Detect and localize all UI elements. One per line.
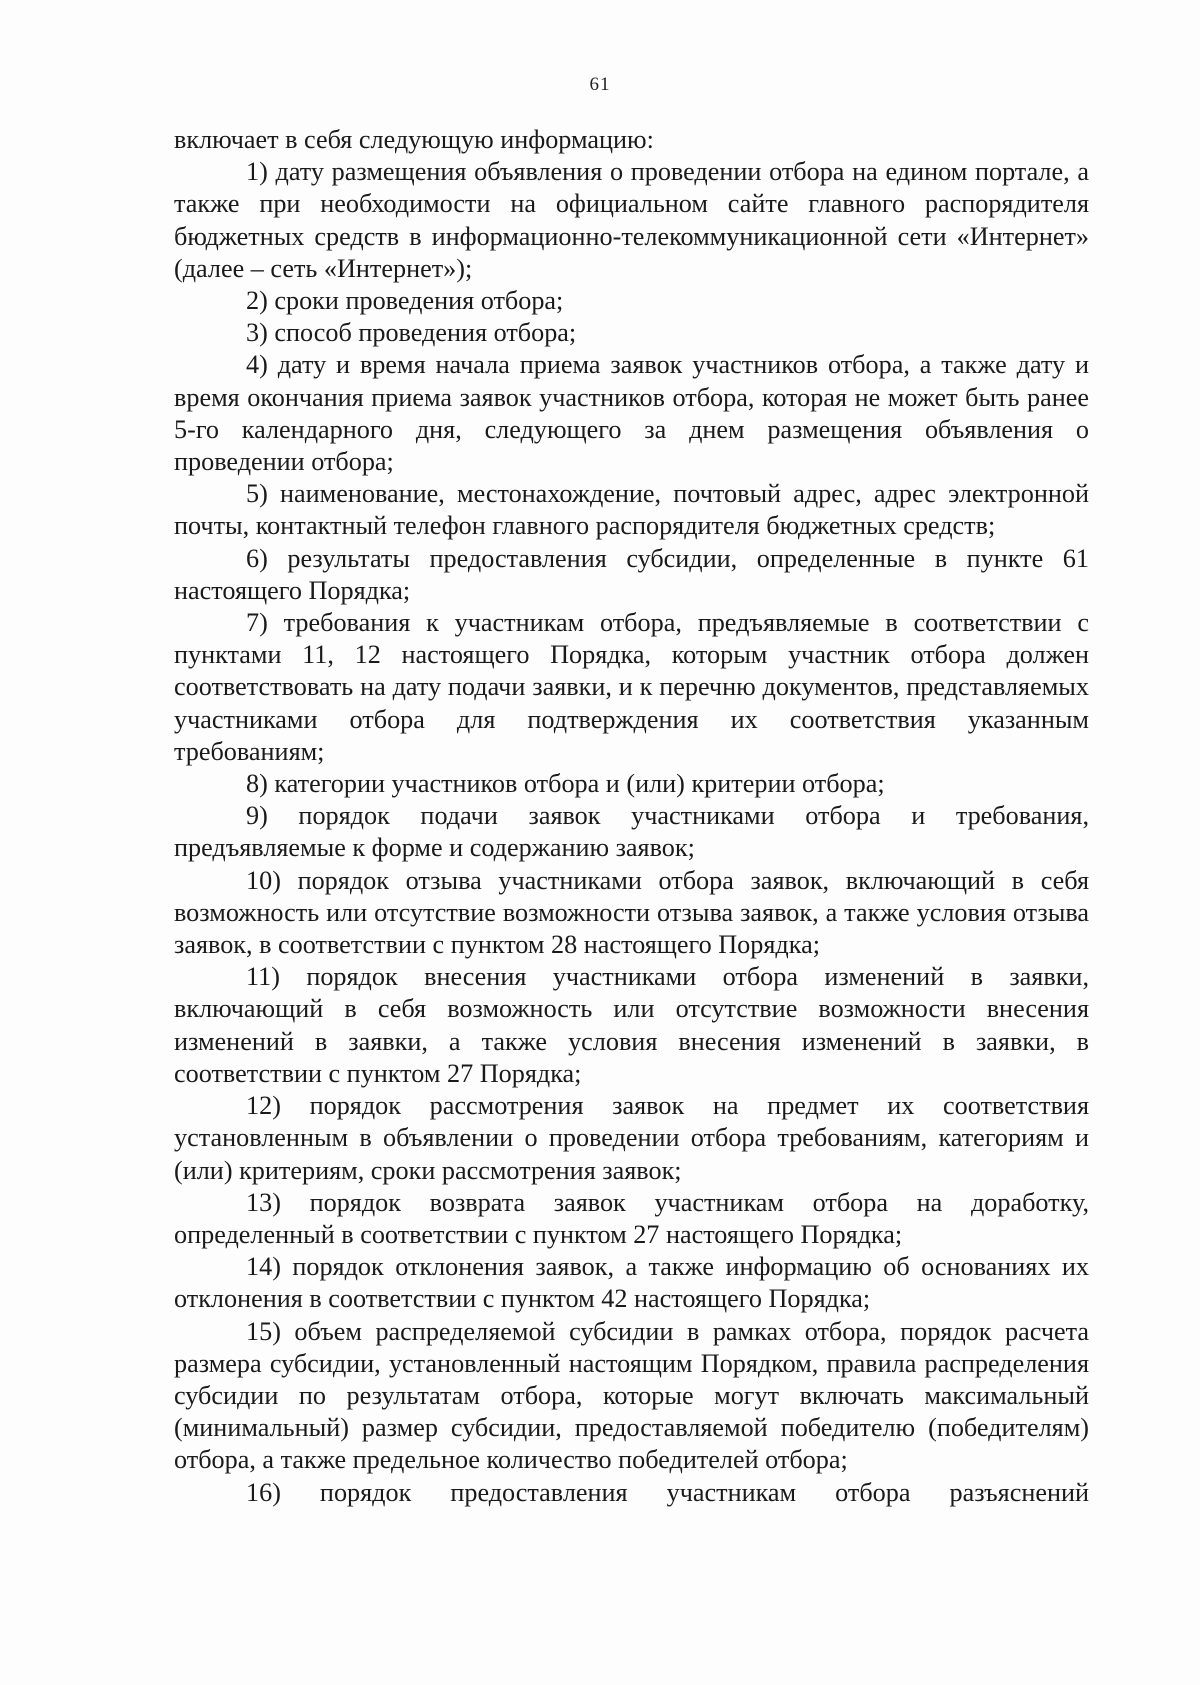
paragraph-item-11: 11) порядок внесения участниками отбора изменений в заявки, включающий в себя возможность или отсутствие возможности внесения изменений в заявки, а также условия внесения изменений в заявки, в соответствии с пунктом 27 Порядка; [174,962,1089,1088]
paragraph-item-2: 2) сроки проведения отбора; [246,286,564,316]
paragraph-item-7: 7) требования к участникам отбора, предъявляемые в соответствии с пунктами 11, 12 настоящего Порядка, которым участник отбора должен соответствовать на дату подачи заявки, и к перечню документов, представляемых участниками отбора для подтверждения их соответствия указанным требованиям; [174,608,1089,766]
page-number: 61 [589,74,611,95]
paragraph-item-12: 12) порядок рассмотрения заявок на предмет их соответствия установленным в объявлении о проведении отбора требованиям, категориям и (или) критериям, сроки рассмотрения заявок; [174,1091,1089,1185]
paragraph-item-8: 8) категории участников отбора и (или) критерии отбора; [246,769,885,799]
paragraph-item-10: 10) порядок отзыва участниками отбора заявок, включающий в себя возможность или отсутствие возможности отзыва заявок, а также условия отзыва заявок, в соответствии с пунктом 28 настоящего Порядка; [174,865,1089,960]
paragraph-intro: включает в себя следующую информацию: [174,125,654,154]
paragraph-item-3: 3) способ проведения отбора; [246,318,577,348]
paragraph-item-15: 15) объем распределяемой субсидии в рамках отбора, порядок расчета размера субсидии, установленный настоящим Порядком, правила распределения субсидии по результатам отбора, которые могут включать максимальный (минимальный) размер субсидии, предоставляемой победителю (победителям) отбора, а также предельное количество победителей отбора; [174,1316,1089,1475]
document-body [174,124,1089,1509]
paragraph-item-14: 14) порядок отклонения заявок, а также информацию об основаниях их отклонения в соответствии с пунктом 42 настоящего Порядка; [174,1252,1089,1314]
paragraph-item-4: 4) дату и время начала приема заявок участников отбора, а также дату и время окончания приема заявок участников отбора, которая не может быть ранее 5-го календарного дня, следующего за днем размещения объявления о проведении отбора; [174,350,1089,477]
paragraph-item-6: 6) результаты предоставления субсидии, определенные в пункте 61 настоящего Порядка; [174,543,1089,605]
paragraph-item-13: 13) порядок возврата заявок участникам отбора на доработку, определенный в соответствии с пунктом 27 настоящего Порядка; [174,1187,1089,1249]
paragraph-item-16: 16) порядок предоставления участникам отбора разъяснений [246,1477,1089,1507]
paragraph-item-9: 9) порядок подачи заявок участниками отбора и требования, предъявляемые к форме и содержанию заявок; [174,801,1089,863]
paragraph-item-5: 5) наименование, местонахождение, почтовый адрес, адрес электронной почты, контактный телефон главного распорядителя бюджетных средств; [174,479,1089,541]
paragraph-item-1: 1) дату размещения объявления о проведении отбора на едином портале, а также при необходимости на официальном сайте главного распорядителя бюджетных средств в информационно-телекоммуникационной сети «Интернет» (далее – сеть «Интернет»); [174,157,1089,283]
